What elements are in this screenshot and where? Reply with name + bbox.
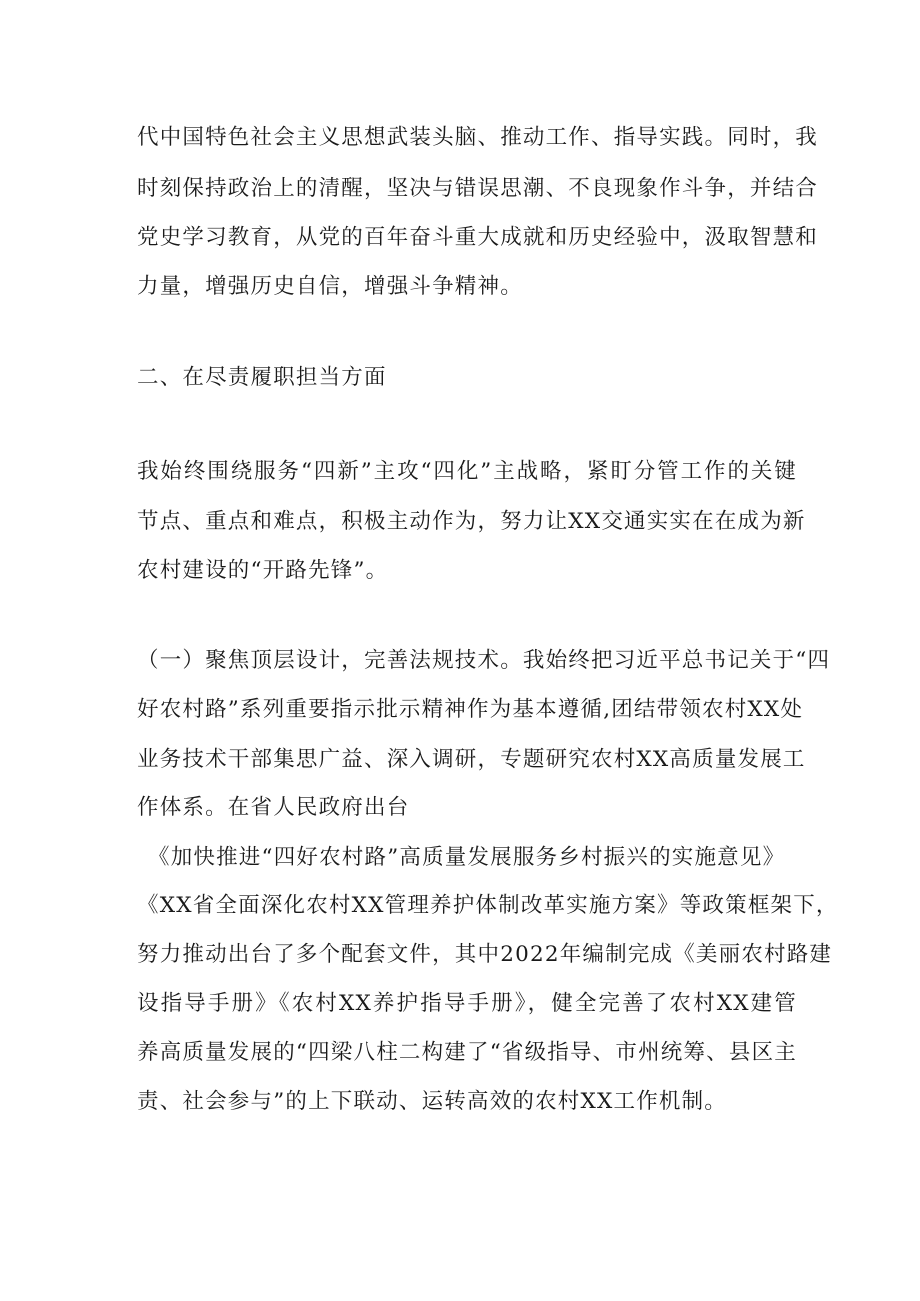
paragraph-3-line: 业务技术干部集思广益、深入调研，专题研究农村XX高质量发展工 (137, 747, 806, 772)
section-heading: 二、在尽责履职担当方面 (137, 365, 387, 390)
paragraph-3-line: 作体系。在省人民政府出台 (137, 795, 410, 820)
paragraph-1-line: 代中国特色社会主义思想武装头脑、推动工作、指导实践。同时，我 (137, 125, 819, 150)
paragraph-3-line: 《XX省全面深化农村XX管理养护体制改革实施方案》等政策框架下， (137, 893, 839, 918)
paragraph-3-line: 设指导手册》《农村XX养护指导手册》，健全完善了农村XX建管 (137, 991, 797, 1016)
paragraph-3-line: 养高质量发展的“四梁八柱二构建了“省级指导、市州统筹、县区主 (137, 1040, 797, 1065)
paragraph-3-line: 好农村路”系列重要指示批示精神作为基本遵循,团结带领农村XX处 (137, 697, 804, 722)
paragraph-3-line: 《加快推进“四好农村路”高质量发展服务乡村振兴的实施意见》 (148, 845, 786, 870)
paragraph-2-line: 节点、重点和难点，积极主动作为，努力让XX交通实实在在成为新 (137, 509, 806, 534)
paragraph-1-line: 党史学习教育，从党的百年奋斗重大成就和历史经验中，汲取智慧和 (137, 225, 819, 250)
paragraph-1-line: 力量，增强历史自信，增强斗争精神。 (137, 274, 523, 299)
paragraph-3-line: 责、社会参与”的上下联动、运转高效的农村XX工作机制。 (137, 1089, 728, 1114)
paragraph-1-line: 时刻保持政治上的清醒，坚决与错误思潮、不良现象作斗争，并结合 (137, 176, 819, 201)
paragraph-3-line: 努力推动出台了多个配套文件，其中2022年编制完成《美丽农村路建 (137, 942, 833, 967)
paragraph-2-line: 农村建设的“开路先锋”。 (137, 558, 389, 583)
paragraph-2-line: 我始终围绕服务“四新”主攻“四化”主战略，紧盯分管工作的关键 (137, 459, 797, 484)
paragraph-3-line: （一）聚焦顶层设计，完善法规技术。我始终把习近平总书记关于“四 (137, 648, 831, 673)
